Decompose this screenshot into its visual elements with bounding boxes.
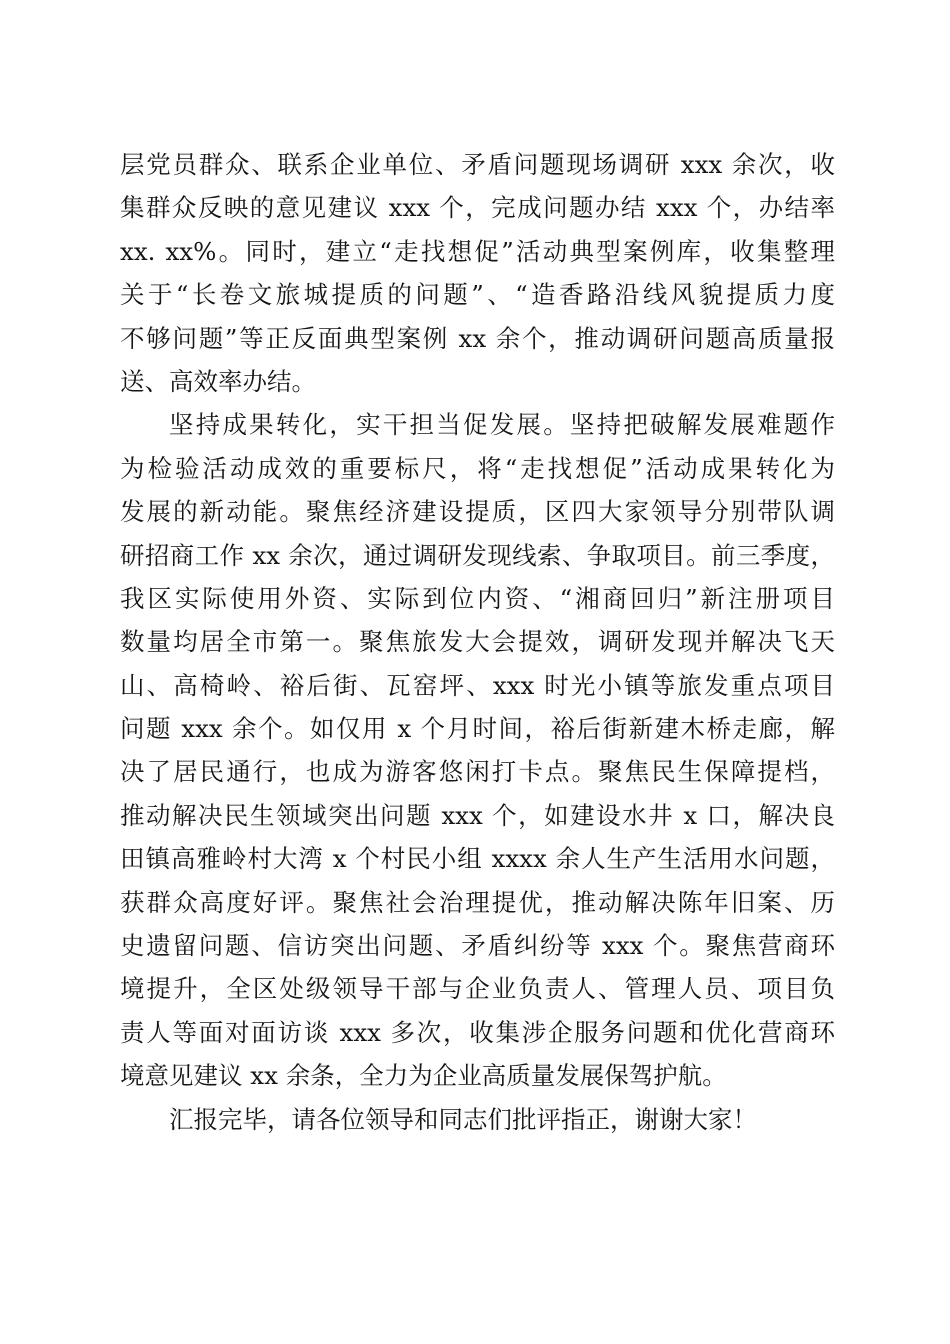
text-line: 山、高椅岭、裕后街、瓦窑坪、xxx 时光小镇等旅发重点项目 (120, 670, 835, 700)
text-line: 史遗留问题、信访突出问题、矛盾纠纷等 xxx 个。聚焦营商环 (120, 931, 835, 961)
text-line: 境意见建议 xx 余条，全力为企业高质量发展保驾护航。 (120, 1061, 727, 1091)
text-line: 层党员群众、联系企业单位、矛盾问题现场调研 xxx 余次，收 (120, 150, 835, 179)
text-line: xx. xx%。同时，建立“走找想促”活动典型案例库，收集整理 (120, 236, 835, 266)
text-line: 为检验活动成效的重要标尺，将“走找想促”活动成果转化为 (120, 453, 835, 483)
text-line: 研招商工作 xx 余次，通过调研发现线索、争取项目。前三季度， (120, 540, 835, 570)
text-line: 坚持成果转化，实干担当促发展。坚持把破解发展难题作 (169, 410, 835, 440)
text-line: 送、高效率办结。 (120, 366, 316, 396)
text-line: 数量均居全市第一。聚焦旅发大会提效，调研发现并解决飞天 (120, 627, 835, 657)
document-body (120, 143, 835, 1141)
text-line: 关于“长卷文旅城提质的问题”、“造香路沿线风貌提质力度 (120, 280, 835, 310)
paragraph-1 (120, 143, 835, 403)
closing-line: 汇报完毕，请各位领导和同志们批评指正，谢谢大家！ (169, 1104, 757, 1134)
text-line: 田镇高雅岭村大湾 x 个村民小组 xxxx 余人生产生活用水问题， (120, 844, 835, 874)
text-line: 发展的新动能。聚焦经济建设提质，区四大家领导分别带队调 (120, 497, 835, 527)
text-line: 问题 xxx 余个。如仅用 x 个月时间，裕后街新建木桥走廊，解 (120, 714, 835, 744)
paragraph-2 (120, 403, 835, 1097)
paragraph-3 (120, 1098, 835, 1141)
text-line: 集群众反映的意见建议 xxx 个，完成问题办结 xxx 个，办结率 (120, 193, 835, 223)
text-line: 我区实际使用外资、实际到位内资、“湘商回归”新注册项目 (120, 583, 835, 613)
text-line: 责人等面对面访谈 xxx 多次，收集涉企服务问题和优化营商环 (120, 1017, 835, 1047)
text-line: 获群众高度好评。聚焦社会治理提优，推动解决陈年旧案、历 (120, 887, 835, 917)
text-line: 推动解决民生领域突出问题 xxx 个，如建设水井 x 口，解决良 (120, 800, 835, 830)
text-line: 境提升，全区处级领导干部与企业负责人、管理人员、项目负 (120, 974, 835, 1004)
text-line: 不够问题”等正反面典型案例 xx 余个，推动调研问题高质量报 (120, 323, 835, 353)
text-line: 决了居民通行，也成为游客悠闲打卡点。聚焦民生保障提档， (120, 757, 835, 787)
